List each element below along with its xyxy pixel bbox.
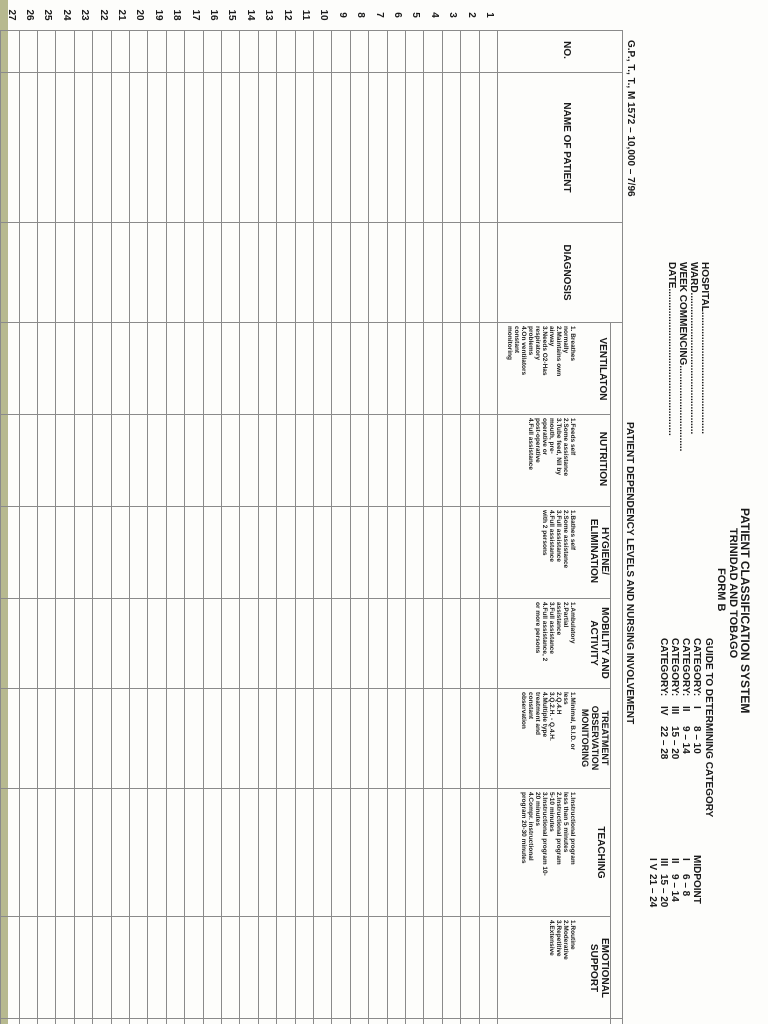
row-number: 16 — [208, 9, 219, 21]
table-row-divider — [0, 30, 1, 1024]
table-row-divider — [442, 30, 443, 1024]
legend-ventilation: 1. Breathes normally 2.Maintains own airway 3.Needs O2-Has respiratory problems 4.On ventilators constant monitoring — [506, 326, 576, 377]
row-number: 1 — [484, 12, 495, 18]
group-header: PATIENT DEPENDENCY LEVELS AND NURSING INVOLVEMENT — [624, 422, 635, 725]
midpoint-category: I V — [647, 858, 658, 871]
table-row-divider — [74, 30, 75, 1024]
row-number: 25 — [42, 9, 54, 21]
table-row-divider — [258, 30, 259, 1024]
table-row-divider — [37, 30, 38, 1024]
table-row-divider — [276, 30, 277, 1024]
midpoint-range: 21 – 24 — [647, 874, 658, 908]
col-divider — [0, 72, 623, 73]
row-number: 2 — [465, 12, 477, 18]
guide-category-range: 9 – 14 — [680, 726, 691, 754]
row-number: 12 — [281, 9, 293, 21]
legend-emotional: 1.Routine 2.Moderative 3.Repetitive 4.Extensive — [548, 920, 576, 960]
row-number: 23 — [79, 9, 91, 21]
midpoint-row-3 — [658, 858, 669, 908]
legend-nutrition: 1.Feeds self 2.Some assistance 3.Tube feed, Nil by mouth, pre- operative or post-operative 4.Full assistance — [527, 418, 576, 477]
guide-row-1 — [691, 638, 702, 754]
midpoint-category: II — [669, 858, 680, 864]
table-row-divider — [368, 30, 369, 1024]
midpoint-category: I — [680, 858, 691, 861]
form-title-line2: TRINIDAD AND TOBAGO — [727, 528, 739, 659]
guide-category-number: II — [680, 706, 691, 712]
week-commencing-field: WEEK COMMENCING............................... — [677, 262, 688, 452]
row-number: 4 — [428, 12, 440, 18]
col-header-diagnosis: DIAGNOSIS — [561, 244, 572, 301]
col-header-teaching: TEACHING — [595, 826, 606, 879]
midpoint-range: 9 – 14 — [669, 874, 680, 902]
form-title-line3: FORM B — [715, 568, 727, 612]
table-row-divider — [203, 30, 204, 1024]
group-header-divider — [610, 322, 611, 1024]
row-number: 19 — [152, 9, 164, 21]
guide-category-range: 15 – 20 — [669, 726, 680, 760]
table-top-border — [622, 30, 623, 1024]
date-field: DATE..................................................... — [666, 262, 677, 436]
table-row-divider — [331, 30, 332, 1024]
col-header-emotional: EMOTIONAL SUPPORT — [588, 938, 610, 998]
midpoint-range: 15 – 20 — [658, 874, 669, 908]
row-number: 14 — [244, 9, 256, 21]
guide-category-number: I — [691, 706, 702, 709]
midpoint-range: 6 – 8 — [680, 874, 691, 897]
table-row-divider — [423, 30, 424, 1024]
table-row-divider — [221, 30, 222, 1024]
midpoint-heading: MIDPOINT — [691, 855, 702, 904]
guide-category-range: 8 – 10 — [691, 726, 702, 754]
row-number: 22 — [97, 9, 109, 21]
row-number: 10 — [318, 9, 330, 21]
row-number: 13 — [263, 9, 275, 21]
hospital-field: HOSPITAL............................................ — [699, 262, 710, 435]
table-row-divider — [313, 30, 314, 1024]
col-header-no: NO. — [561, 41, 572, 59]
col-divider — [0, 322, 623, 323]
col-header-mobility: MOBILITY AND ACTIVITY — [588, 607, 610, 679]
table-row-divider — [55, 30, 56, 1024]
table-row-divider — [405, 30, 406, 1024]
legend-hygiene: 1.Bathes self 2.Some assistance 3.Full assistance 4.Full assistance with 2 persons — [541, 510, 576, 569]
legend-treatment: 1.Minimal, B.I.D. or less 2.Q.4.H 3.Q.2.H. - Q.4.H. 4.Multiple type treatment and constant observation — [520, 692, 576, 751]
table-row-divider — [147, 30, 148, 1024]
table-row-divider — [295, 30, 296, 1024]
table-row-divider — [350, 30, 351, 1024]
row-number: 7 — [373, 12, 385, 18]
col-divider — [0, 222, 623, 223]
table-row-divider — [129, 30, 130, 1024]
col-header-treatment: TREATMENT OBSERVATION MONITORING — [580, 705, 610, 771]
row-number: 26 — [24, 9, 35, 21]
col-divider — [0, 30, 623, 31]
form-title-line1: PATIENT CLASSIFICATION SYSTEM — [738, 508, 752, 714]
col-header-hygiene: HYGIENE/ ELIMINATION — [588, 518, 610, 584]
table-row-divider — [92, 30, 93, 1024]
guide-category-label: CATEGORY: — [669, 638, 680, 697]
row-number: 20 — [134, 9, 146, 21]
table-header-bottom — [497, 30, 498, 1024]
guide-row-3 — [669, 638, 680, 760]
guide-category-number: III — [669, 706, 680, 715]
row-number: 21 — [116, 9, 127, 21]
table-row-divider — [184, 30, 185, 1024]
guide-category-label: CATEGORY: — [658, 638, 669, 697]
row-number: 18 — [171, 9, 183, 21]
col-header-nutrition: NUTRITION — [597, 431, 608, 487]
legend-mobility: 1.Ambulatory 2.Partial assistance 3.Full assistance 4.Full assistance, 2 or more persons — [534, 602, 576, 662]
guide-category-label: CATEGORY: — [691, 638, 702, 697]
midpoint-row-2 — [669, 858, 680, 902]
midpoint-row-1 — [680, 858, 691, 897]
midpoint-row-4 — [647, 858, 658, 908]
row-number: 3 — [447, 12, 459, 18]
table-row-divider — [460, 30, 461, 1024]
table-row-divider — [166, 30, 167, 1024]
guide-category-range: 22 – 28 — [658, 726, 669, 760]
col-divider — [0, 1018, 623, 1019]
ward-field: WARD................................................... — [688, 262, 699, 435]
table-row-divider — [111, 30, 112, 1024]
row-number: 5 — [410, 12, 422, 18]
guide-heading: GUIDE TO DETERMINING CATEGORY — [703, 638, 714, 818]
midpoint-category: III — [658, 858, 669, 867]
row-number: 6 — [392, 12, 403, 18]
guide-row-2 — [680, 638, 691, 754]
table-row-divider — [239, 30, 240, 1024]
legend-teaching: 1.Instructional program less than 5 minutes 2.Instructional program 5-10 minutes 3.Instructional program 10- 20 minutes 4.Compr. instructional program 20-30 minutes — [520, 792, 576, 876]
table-row-divider — [479, 30, 480, 1024]
row-number: 8 — [355, 12, 367, 18]
guide-category-label: CATEGORY: — [680, 638, 691, 697]
row-number: 15 — [226, 9, 238, 21]
row-number: 11 — [300, 9, 311, 21]
row-number: 9 — [336, 12, 348, 18]
table-row-divider — [387, 30, 388, 1024]
guide-row-4 — [658, 638, 669, 760]
row-number: 24 — [60, 9, 72, 21]
col-header-name: NAME OF PATIENT — [561, 102, 572, 193]
col-header-ventilation: VENTILATON — [597, 337, 608, 401]
guide-category-number: IV — [658, 706, 669, 716]
table-row-divider — [19, 30, 20, 1024]
form-code: G.P., T., T., M 1572 – 10,000 – 7/96 — [625, 40, 636, 197]
row-number: 17 — [189, 9, 201, 21]
row-number: 27 — [5, 9, 17, 21]
